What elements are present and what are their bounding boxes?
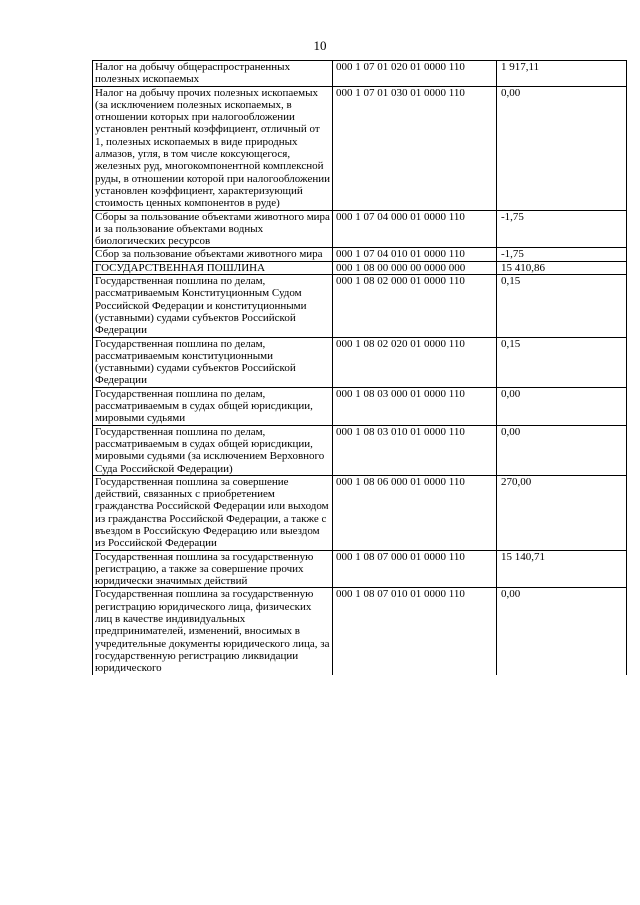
table-row	[93, 387, 627, 425]
revenue-name: Сбор за пользование объектами животного мира	[93, 248, 333, 261]
budget-code: 000 1 08 02 020 01 0000 110	[333, 337, 497, 387]
amount: 15 140,71	[497, 550, 627, 588]
amount: 0,15	[497, 337, 627, 387]
revenue-name: Налог на добычу прочих полезных ископаемых (за исключением полезных ископаемых, в отношении которых при налогообложении установлен рентный коэффициент, отличный от 1, полезных ископаемых в виде природных алмазов, угля, в том числе коксующегося, железных руд, многокомпонентной комплексной руды, в отношении которой при налогообложении установлен коэффициент, характеризующий стоимость ценных компонентов в руде)	[93, 86, 333, 210]
amount: 0,15	[497, 275, 627, 337]
amount: 0,00	[497, 425, 627, 475]
amount: -1,75	[497, 248, 627, 261]
revenue-name: Налог на добычу общераспространенных полезных ископаемых	[93, 61, 333, 87]
table-row	[93, 588, 627, 675]
budget-code: 000 1 08 00 000 00 0000 000	[333, 261, 497, 274]
budget-code: 000 1 08 02 000 01 0000 110	[333, 275, 497, 337]
amount: 0,00	[497, 86, 627, 210]
revenue-name: ГОСУДАРСТВЕННАЯ ПОШЛИНА	[93, 261, 333, 274]
table-row	[93, 261, 627, 274]
table-row	[93, 425, 627, 475]
budget-code: 000 1 07 04 000 01 0000 110	[333, 210, 497, 248]
table-row	[93, 61, 627, 87]
budget-code: 000 1 07 04 010 01 0000 110	[333, 248, 497, 261]
budget-code: 000 1 08 07 000 01 0000 110	[333, 550, 497, 588]
amount: -1,75	[497, 210, 627, 248]
revenue-name: Сборы за пользование объектами животного мира и за пользование объектами водных биологических ресурсов	[93, 210, 333, 248]
table-row	[93, 86, 627, 210]
table-row	[93, 337, 627, 387]
amount: 1 917,11	[497, 61, 627, 87]
revenue-name: Государственная пошлина по делам, рассматриваемым в судах общей юрисдикции, мировыми судьями	[93, 387, 333, 425]
revenue-name: Государственная пошлина за совершение действий, связанных с приобретением гражданства Российской Федерации или выходом из гражданства Российской Федерации, а также с въездом в Российскую Федерацию или выездом из Российской Федерации	[93, 475, 333, 550]
budget-revenue-table	[92, 60, 627, 675]
table-row	[93, 550, 627, 588]
budget-code: 000 1 08 03 010 01 0000 110	[333, 425, 497, 475]
budget-code: 000 1 08 06 000 01 0000 110	[333, 475, 497, 550]
revenue-name: Государственная пошлина по делам, рассматриваемым конституционными (уставными) судами субъектов Российской Федерации	[93, 337, 333, 387]
revenue-name: Государственная пошлина по делам, рассматриваемым Конституционным Судом Российской Федерации и конституционными (уставными) судами субъектов Российской Федерации	[93, 275, 333, 337]
amount: 270,00	[497, 475, 627, 550]
page-number: 10	[313, 38, 327, 53]
table-row	[93, 275, 627, 337]
amount: 0,00	[497, 387, 627, 425]
revenue-name: Государственная пошлина за государственную регистрацию юридического лица, физических лиц в качестве индивидуальных предпринимателей, изменений, вносимых в учредительные документы юридического лица, за государственную регистрацию ликвидации юридического	[93, 588, 333, 675]
revenue-name: Государственная пошлина по делам, рассматриваемым в судах общей юрисдикции, мировыми судьями (за исключением Верховного Суда Российской Федерации)	[93, 425, 333, 475]
budget-code: 000 1 07 01 030 01 0000 110	[333, 86, 497, 210]
budget-code: 000 1 08 03 000 01 0000 110	[333, 387, 497, 425]
budget-code: 000 1 08 07 010 01 0000 110	[333, 588, 497, 675]
table-row	[93, 248, 627, 261]
budget-code: 000 1 07 01 020 01 0000 110	[333, 61, 497, 87]
amount: 15 410,86	[497, 261, 627, 274]
table-row	[93, 210, 627, 248]
revenue-name: Государственная пошлина за государственную регистрацию, а также за совершение прочих юридически значимых действий	[93, 550, 333, 588]
table-row	[93, 475, 627, 550]
amount: 0,00	[497, 588, 627, 675]
